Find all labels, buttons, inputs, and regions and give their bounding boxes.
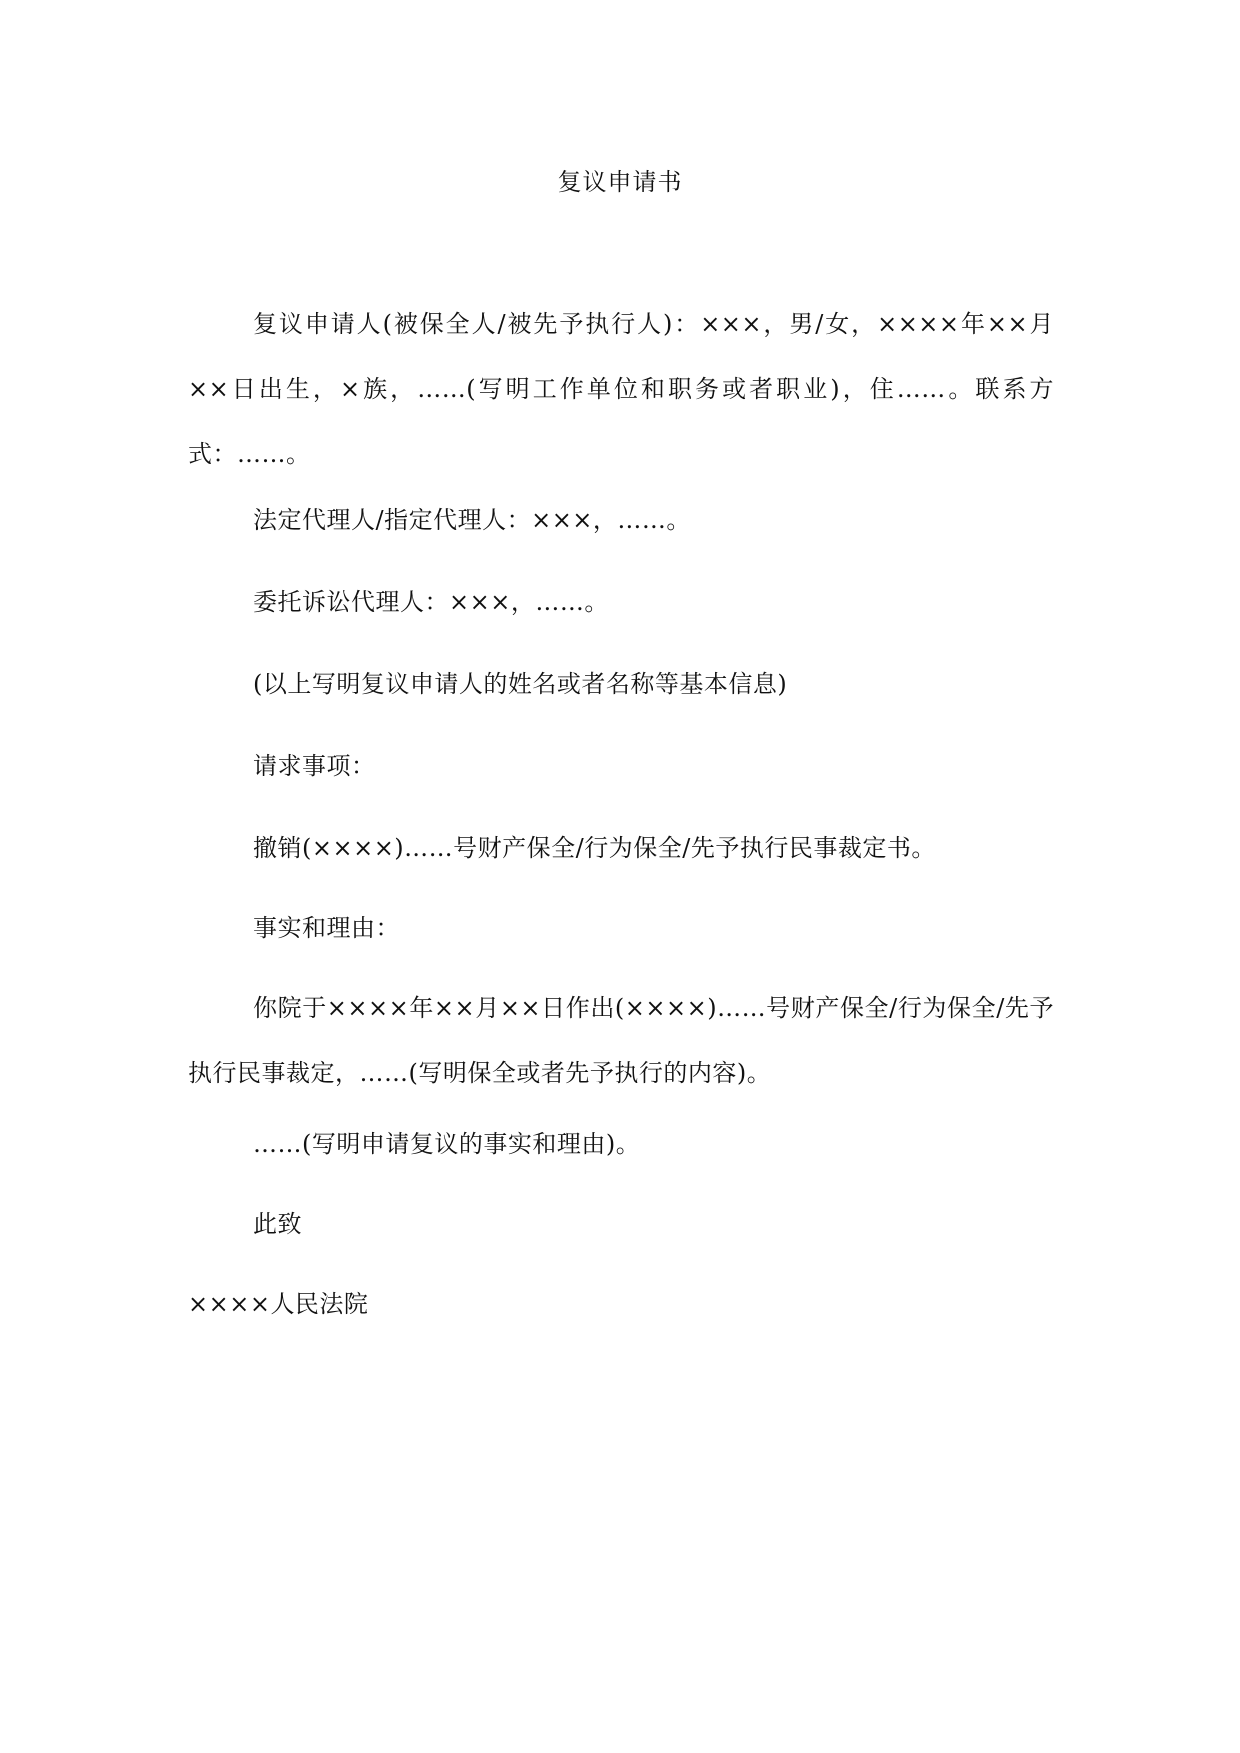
- entrusted-agent-paragraph: 委托诉讼代理人：×××，……。: [253, 588, 609, 616]
- ruling-description-paragraph: 你院于××××年××月××日作出(××××)……号财产保全/行为保全/先予执行民事裁定，……(写明保全或者先予执行的内容)。: [188, 994, 1054, 1087]
- basic-info-note-paragraph: (以上写明复议申请人的姓名或者名称等基本信息): [253, 670, 788, 698]
- requests-heading: 请求事项：: [253, 752, 376, 780]
- facts-reasons-heading: 事实和理由：: [253, 914, 400, 942]
- legal-agent-paragraph: 法定代理人/指定代理人：×××，……。: [253, 506, 691, 534]
- recipient-court: ××××人民法院: [188, 1290, 369, 1318]
- document-title: 复议申请书: [557, 168, 683, 196]
- facts-reasons-paragraph: ……(写明申请复议的事实和理由)。: [253, 1130, 641, 1158]
- applicant-info-paragraph: 复议申请人(被保全人/被先予执行人)：×××，男/女，××××年××月××日出生，×族，……(写明工作单位和职务或者职业)，住……。联系方式：……。: [188, 310, 1054, 468]
- request-item-paragraph: 撤销(××××)……号财产保全/行为保全/先予执行民事裁定书。: [253, 834, 936, 862]
- salutation-paragraph: 此致: [253, 1210, 302, 1238]
